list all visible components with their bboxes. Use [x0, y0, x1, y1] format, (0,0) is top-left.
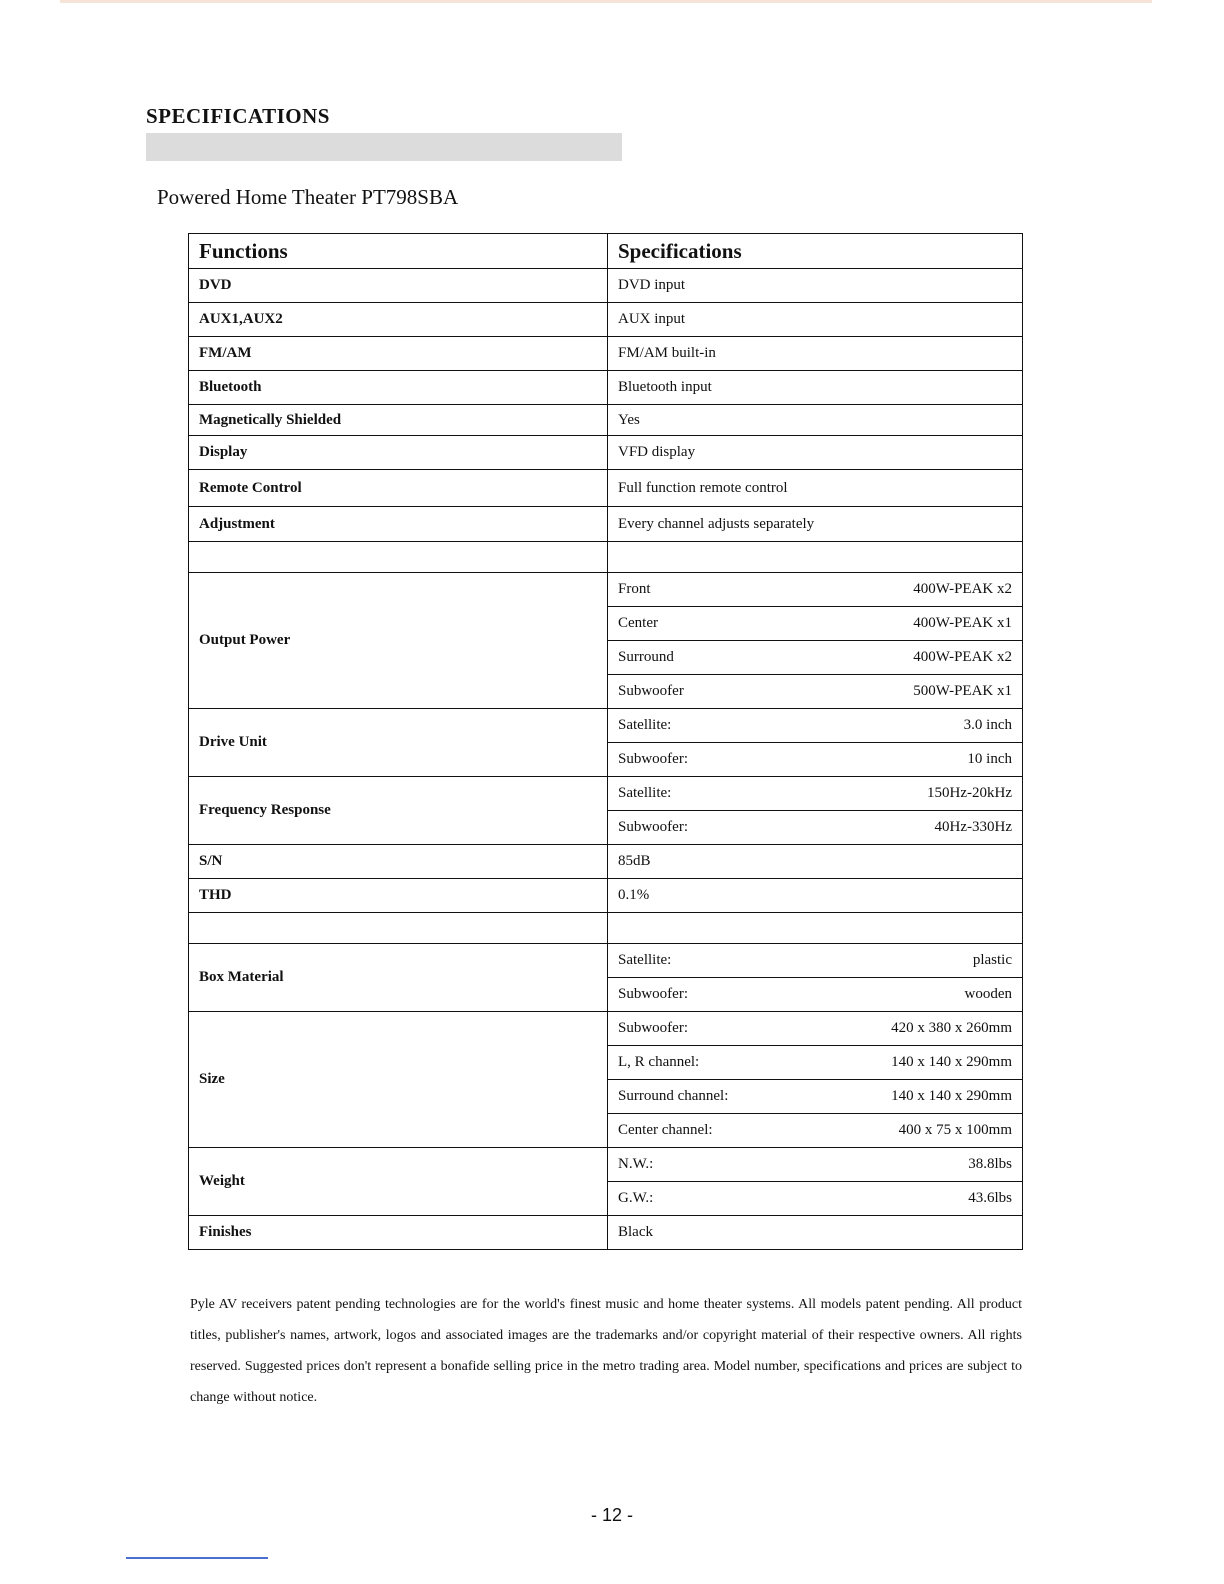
sub-label: Surround: [618, 649, 674, 665]
functions-header: Functions: [189, 234, 608, 269]
table-row: [189, 269, 1023, 303]
function-label: Drive Unit: [189, 709, 608, 777]
table-row: [189, 436, 1023, 470]
section-divider-bar: [146, 133, 622, 161]
table-row: [189, 337, 1023, 371]
function-label: S/N: [189, 845, 608, 879]
spec-subrow: [608, 743, 1023, 777]
spec-subrow: [608, 675, 1023, 709]
table-row: [189, 405, 1023, 436]
sub-value: 420 x 380 x 260mm: [891, 1020, 1012, 1036]
sub-value: 500W-PEAK x1: [913, 683, 1012, 699]
spec-value: DVD input: [608, 269, 1023, 303]
table-row: [189, 845, 1023, 879]
sub-label: Subwoofer:: [618, 819, 688, 835]
spec-value: Yes: [608, 405, 1023, 436]
spec-value: 0.1%: [608, 879, 1023, 913]
sub-value: 150Hz-20kHz: [927, 785, 1012, 801]
function-label: Weight: [189, 1148, 608, 1216]
table-row-empty: [189, 913, 1023, 944]
function-label: Display: [189, 436, 608, 470]
spec-value: Full function remote control: [608, 470, 1023, 507]
function-label: Remote Control: [189, 470, 608, 507]
spec-subrow: [608, 709, 1023, 743]
section-title: SPECIFICATIONS: [146, 104, 330, 128]
function-label: Output Power: [189, 573, 608, 709]
spec-subrow: [608, 777, 1023, 811]
sub-value: 3.0 inch: [963, 717, 1012, 733]
function-label: Adjustment: [189, 507, 608, 542]
sub-value: wooden: [964, 986, 1012, 1002]
spec-subrow: [608, 1148, 1023, 1182]
table-row: [189, 303, 1023, 337]
function-label: FM/AM: [189, 337, 608, 371]
spec-value: Black: [608, 1216, 1023, 1250]
function-label: DVD: [189, 269, 608, 303]
function-label: AUX1,AUX2: [189, 303, 608, 337]
specifications-header: Specifications: [608, 234, 1023, 269]
spec-value: FM/AM built-in: [608, 337, 1023, 371]
spec-value: Every channel adjusts separately: [608, 507, 1023, 542]
function-label: Finishes: [189, 1216, 608, 1250]
product-title: Powered Home Theater PT798SBA: [157, 185, 459, 209]
sub-label: Surround channel:: [618, 1088, 729, 1104]
spec-subrow: [608, 811, 1023, 845]
spec-value: AUX input: [608, 303, 1023, 337]
function-label: Box Material: [189, 944, 608, 1012]
table-row: [189, 507, 1023, 542]
sub-value: 10 inch: [967, 751, 1012, 767]
legal-notice: Pyle AV receivers patent pending technologies are for the world's finest music and home theater systems. All models patent pending. All product titles, publisher's names, artwork, logos and associated images are the trademarks and/or copyright material of their respective owners. All rights reserved. Suggested prices don't represent a bonafide selling price in the metro trading area. Model number, specifications and prices are subject to change without notice.: [190, 1297, 1022, 1405]
sub-value: 140 x 140 x 290mm: [891, 1088, 1012, 1104]
spec-subrow: [608, 1182, 1023, 1216]
sub-label: Front: [618, 581, 651, 597]
sub-label: Subwoofer:: [618, 751, 688, 767]
spec-value: VFD display: [608, 436, 1023, 470]
table-row: [189, 777, 1023, 811]
table-row: [189, 470, 1023, 507]
table-row: [189, 1012, 1023, 1046]
spec-table: [188, 233, 1023, 1250]
spec-subrow: [608, 641, 1023, 675]
table-row: [189, 944, 1023, 978]
function-label: Size: [189, 1012, 608, 1148]
bottom-rule: [126, 1557, 268, 1559]
sub-label: Satellite:: [618, 785, 672, 801]
table-row: [189, 573, 1023, 607]
spec-subrow: [608, 573, 1023, 607]
sub-value: 400W-PEAK x1: [913, 615, 1012, 631]
sub-label: Center: [618, 615, 658, 631]
table-row: [189, 879, 1023, 913]
table-header-row: [189, 234, 1023, 269]
sub-label: Subwoofer: [618, 683, 684, 699]
sub-label: Satellite:: [618, 717, 672, 733]
sub-value: 400W-PEAK x2: [913, 581, 1012, 597]
function-label: Bluetooth: [189, 371, 608, 405]
spec-value: 85dB: [608, 845, 1023, 879]
sub-value: 400W-PEAK x2: [913, 649, 1012, 665]
table-row: [189, 1148, 1023, 1182]
function-label: Frequency Response: [189, 777, 608, 845]
spec-subrow: [608, 1114, 1023, 1148]
spec-value: Bluetooth input: [608, 371, 1023, 405]
function-label: Magnetically Shielded: [189, 405, 608, 436]
table-row: [189, 709, 1023, 743]
table-row: [189, 1216, 1023, 1250]
sub-label: L, R channel:: [618, 1054, 700, 1070]
spec-subrow: [608, 1046, 1023, 1080]
spec-subrow: [608, 944, 1023, 978]
sub-label: Subwoofer:: [618, 1020, 688, 1036]
sub-value: 140 x 140 x 290mm: [891, 1054, 1012, 1070]
sub-label: Satellite:: [618, 952, 672, 968]
sub-label: Subwoofer:: [618, 986, 688, 1002]
spec-subrow: [608, 607, 1023, 641]
spec-subrow: [608, 1080, 1023, 1114]
spec-subrow: [608, 978, 1023, 1012]
function-label: THD: [189, 879, 608, 913]
sub-value: 43.6lbs: [968, 1190, 1012, 1206]
page-number: - 12 -: [590, 1505, 633, 1525]
sub-label: Center channel:: [618, 1122, 713, 1138]
top-rule: [60, 0, 1152, 3]
table-row-empty: [189, 542, 1023, 573]
sub-value: 400 x 75 x 100mm: [898, 1122, 1012, 1138]
sub-value: 38.8lbs: [968, 1156, 1012, 1172]
spec-subrow: [608, 1012, 1023, 1046]
sub-value: plastic: [972, 952, 1012, 968]
sub-value: 40Hz-330Hz: [934, 819, 1012, 835]
sub-label: G.W.:: [618, 1190, 654, 1206]
table-row: [189, 371, 1023, 405]
sub-label: N.W.:: [618, 1156, 654, 1172]
